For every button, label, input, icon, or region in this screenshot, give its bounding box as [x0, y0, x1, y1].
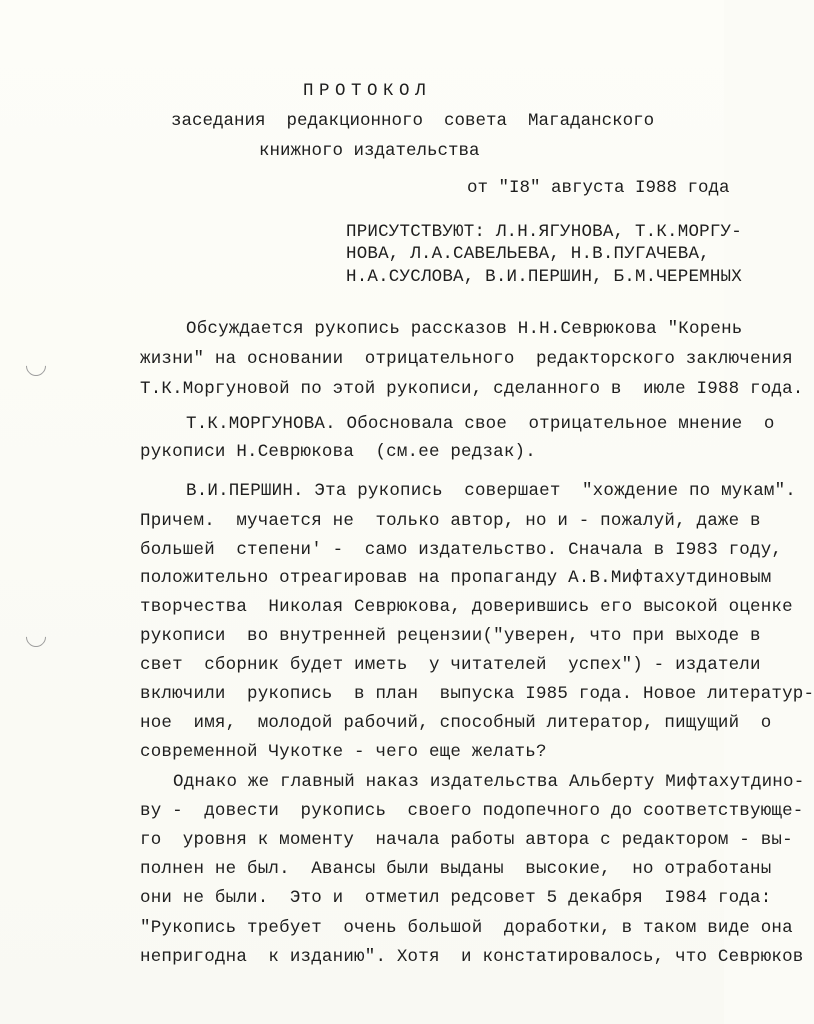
body-line: свет сборник будет иметь у читателей успех") - издатели	[140, 655, 761, 675]
document-date: от "I8" августа I988 года	[467, 178, 730, 198]
body-line: В.И.ПЕРШИН. Эта рукопись совершает "хождение по мукам".	[186, 481, 796, 501]
body-line: "Рукопись требует очень большой доработки, в таком виде она	[140, 918, 793, 938]
body-line: рукописи Н.Севрюкова (см.ее редзак).	[140, 442, 536, 462]
body-line: непригодна к изданию". Хотя и констатировалось, что Севрюков	[140, 947, 804, 967]
document-title: ПРОТОКОЛ	[303, 81, 432, 101]
punch-hole-mark	[22, 623, 50, 651]
attendees-line-2: НОВА, Л.А.САВЕЛЬЕВА, Н.В.ПУГАЧЕВА,	[346, 244, 710, 264]
body-line: Причем. мучается не только автор, но и - пожалуй, даже в	[140, 511, 761, 531]
body-line: ное имя, молодой рабочий, способный литератор, пищущий о	[140, 713, 772, 733]
subtitle-line-1: заседания редакционного совета Магаданского	[171, 111, 655, 131]
body-line: современной Чукотке - чего еще желать?	[140, 742, 547, 762]
body-line: творчества Николая Севрюкова, доверившись его высокой оценке	[140, 597, 793, 617]
body-line: Обсуждается рукопись рассказов Н.Н.Севрюкова "Корень	[186, 319, 743, 339]
body-line: Т.К.МОРГУНОВА. Обосновала свое отрицательное мнение о	[186, 414, 775, 434]
body-line: Однако же главный наказ издательства Альберту Мифтахутдино-	[173, 772, 805, 792]
subtitle-line-2: книжного издательства	[259, 141, 480, 161]
body-line: включили рукопись в план выпуска I985 года. Новое литератур-	[140, 684, 814, 704]
body-line: положительно отреагировав на пропаганду А.В.Мифтахутдиновым	[140, 568, 772, 588]
attendees-line-1: ПРИСУТСТВУЮТ: Л.Н.ЯГУНОВА, Т.К.МОРГУ-	[346, 222, 742, 242]
body-line: го уровня к моменту начала работы автора с редактором - вы-	[140, 830, 793, 850]
body-line: жизни" на основании отрицательного редакторского заключения	[140, 349, 793, 369]
body-line: большей степени' - само издательство. Сначала в I983 году,	[140, 540, 783, 560]
body-line: Т.К.Моргуновой по этой рукописи, сделанного в июле I988 года.	[140, 379, 804, 399]
body-line: полнен не был. Авансы были выданы высокие, но отработаны	[140, 859, 772, 879]
attendees-line-3: Н.А.СУСЛОВА, В.И.ПЕРШИН, Б.М.ЧЕРЕМНЫХ	[346, 267, 742, 287]
punch-hole-mark	[22, 352, 50, 380]
body-line: рукописи во внутренней рецензии("уверен, что при выходе в	[140, 626, 761, 646]
body-line: ву - довести рукопись своего подопечного до соответствующе-	[140, 801, 804, 821]
body-line: они не были. Это и отметил редсовет 5 декабря I984 года:	[140, 888, 772, 908]
